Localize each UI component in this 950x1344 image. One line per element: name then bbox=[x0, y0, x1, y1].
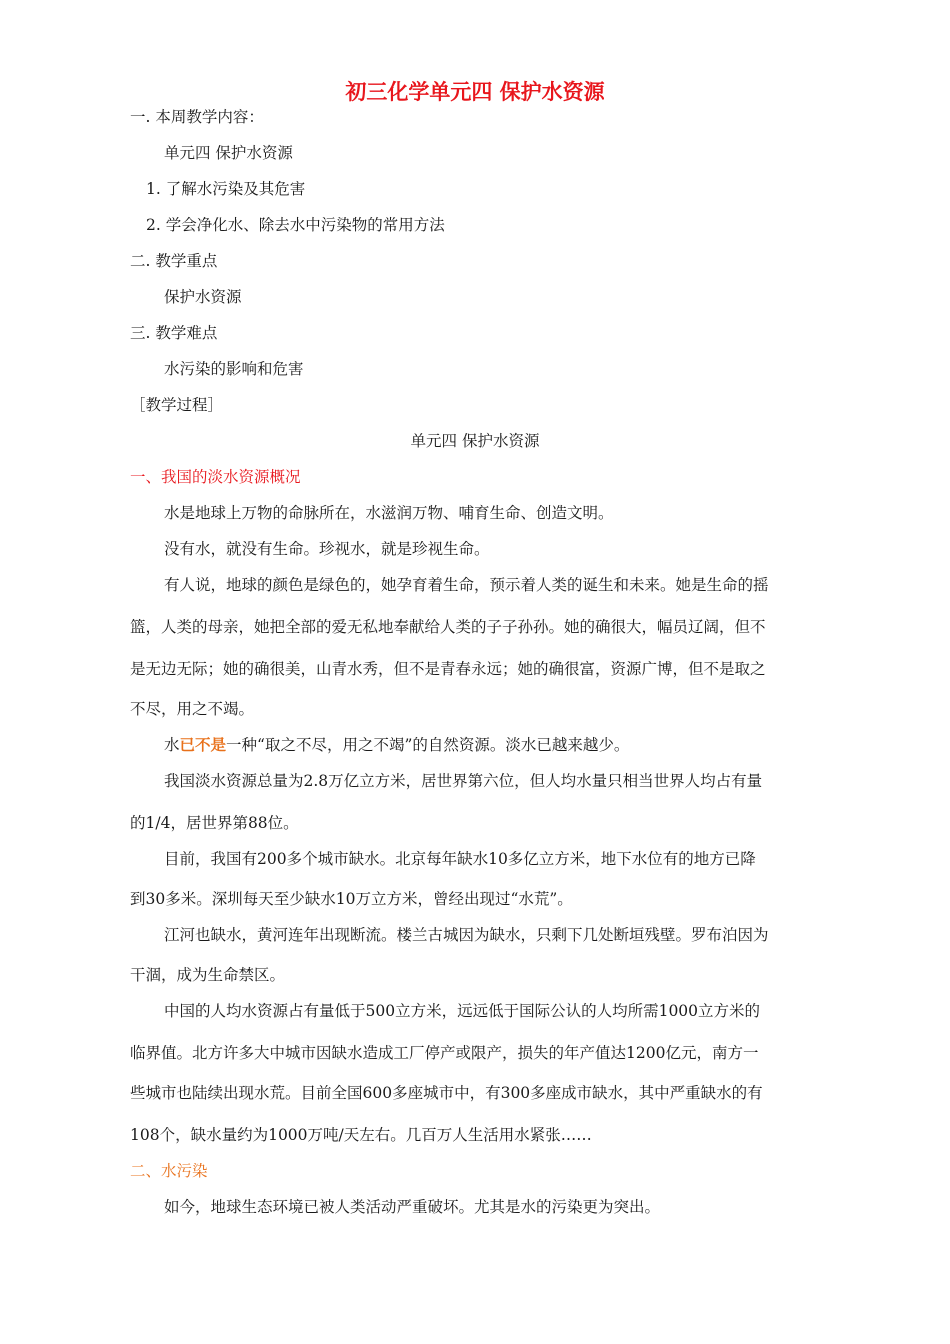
paragraph-line: 篮，人类的母亲，她把全部的爱无私地奉献给人类的子子孙孙。她的确很大，幅员辽阔，但不 bbox=[130, 618, 766, 636]
highlighted-text: 已不是 bbox=[179, 735, 227, 754]
list-item: 1. 了解水污染及其危害 bbox=[146, 180, 306, 198]
paragraph-line: 我国淡水资源总量为2.8万亿立方米，居世界第六位，但人均水量只相当世界人均占有量 bbox=[164, 772, 763, 790]
text-run: 水 bbox=[164, 736, 180, 754]
paragraph-line: 有人说，地球的颜色是绿色的，她孕育着生命，预示着人类的诞生和未来。她是生命的摇 bbox=[164, 576, 769, 594]
text-run: 一种“取之不尽，用之不竭”的自然资源。淡水已越来越少。 bbox=[226, 736, 630, 754]
document-title: 初三化学单元四 保护水资源 bbox=[345, 80, 605, 104]
paragraph: 没有水，就没有生命。珍视水，就是珍视生命。 bbox=[164, 540, 490, 558]
paragraph: 水是地球上万物的命脉所在，水滋润万物、哺育生命、创造文明。 bbox=[164, 504, 614, 522]
section2-heading: 二、水污染 bbox=[130, 1162, 208, 1180]
teaching-process-label: ［教学过程］ bbox=[130, 396, 224, 414]
paragraph bbox=[164, 734, 629, 756]
section-heading-difficulties: 三. 教学难点 bbox=[130, 324, 218, 342]
paragraph-line: 干涸，成为生命禁区。 bbox=[130, 966, 286, 984]
paragraph-line: 不尽，用之不竭。 bbox=[130, 700, 255, 718]
paragraph-line: 目前，我国有200多个城市缺水。北京每年缺水10多亿立方米，地下水位有的地方已降 bbox=[164, 850, 756, 868]
paragraph-line: 临界值。北方许多大中城市因缺水造成工厂停产或限产，损失的年产值达1200亿元，南方一 bbox=[130, 1044, 759, 1062]
unit-label: 单元四 保护水资源 bbox=[164, 144, 293, 162]
section-heading-key-points: 二. 教学重点 bbox=[130, 252, 218, 270]
paragraph-line: 的1/4，居世界第88位。 bbox=[130, 814, 299, 832]
paragraph-line: 是无边无际；她的确很美，山青水秀，但不是青春永远；她的确很富，资源广博，但不是取之 bbox=[130, 660, 766, 678]
section-heading-content: 一. 本周教学内容： bbox=[130, 108, 264, 126]
paragraph-line: 些城市也陆续出现水荒。目前全国600多座城市中，有300多座成市缺水，其中严重缺水的有 bbox=[130, 1084, 763, 1102]
section1-heading: 一、我国的淡水资源概况 bbox=[130, 468, 301, 486]
list-item: 2. 学会净化水、除去水中污染物的常用方法 bbox=[146, 216, 445, 234]
center-heading: 单元四 保护水资源 bbox=[410, 432, 540, 450]
paragraph-line: 到30多米。深圳每天至少缺水10万立方米，曾经出现过“水荒”。 bbox=[130, 890, 573, 908]
paragraph: 如今，地球生态环境已被人类活动严重破坏。尤其是水的污染更为突出。 bbox=[164, 1198, 661, 1216]
key-point-text: 保护水资源 bbox=[164, 288, 242, 306]
difficulty-text: 水污染的影响和危害 bbox=[164, 360, 304, 378]
paragraph-line: 中国的人均水资源占有量低于500立方米，远远低于国际公认的人均所需1000立方米的 bbox=[164, 1002, 761, 1020]
paragraph-line: 108个，缺水量约为1000万吨/天左右。几百万人生活用水紧张…… bbox=[130, 1126, 592, 1144]
paragraph-line: 江河也缺水，黄河连年出现断流。楼兰古城因为缺水，只剩下几处断垣残壁。罗布泊因为 bbox=[164, 926, 769, 944]
